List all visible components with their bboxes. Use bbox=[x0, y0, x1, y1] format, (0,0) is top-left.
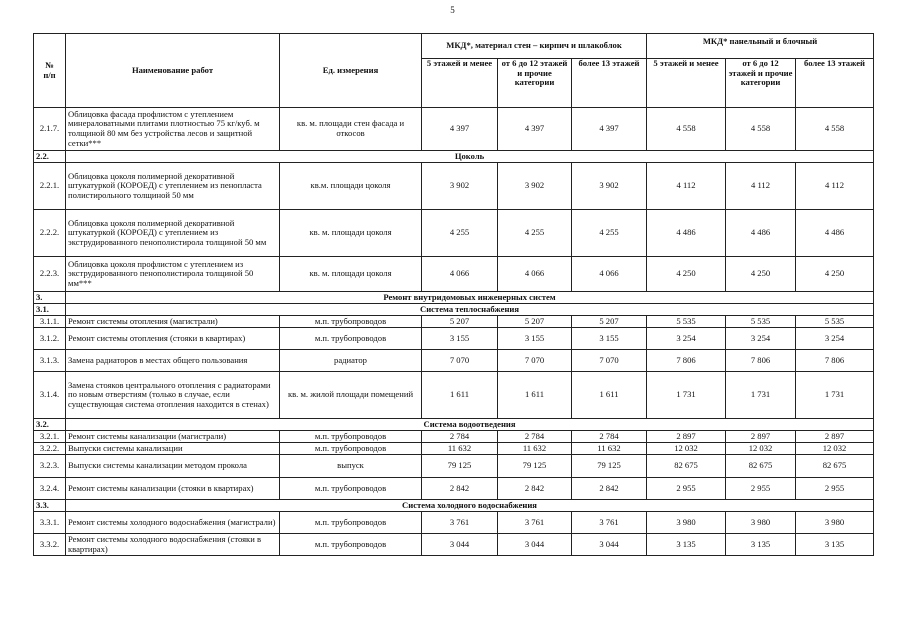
row-number: 3.2.4. bbox=[34, 478, 66, 500]
row-number: 3.2.3. bbox=[34, 455, 66, 478]
table-row bbox=[34, 257, 874, 292]
section-number: 3. bbox=[34, 292, 66, 304]
table-row bbox=[34, 108, 874, 151]
price-cell-6: 4 112 bbox=[796, 163, 874, 210]
table-row bbox=[34, 316, 874, 328]
price-cell-4: 3 254 bbox=[647, 328, 726, 350]
work-name: Облицовка цоколя полимерной декоративной штукатуркой (КОРОЕД) с утеплением из экструдированного пенополистирола толщиной 50 мм bbox=[66, 210, 280, 257]
rates-table bbox=[33, 33, 874, 556]
price-cell-1: 79 125 bbox=[422, 455, 498, 478]
price-cell-1: 3 044 bbox=[422, 534, 498, 556]
price-cell-3: 4 397 bbox=[572, 108, 647, 151]
row-number: 3.1.1. bbox=[34, 316, 66, 328]
work-name: Ремонт системы канализации (стояки в квартирах) bbox=[66, 478, 280, 500]
price-cell-2: 1 611 bbox=[498, 372, 572, 419]
price-cell-6: 4 558 bbox=[796, 108, 874, 151]
table-row bbox=[34, 350, 874, 372]
price-cell-2: 3 155 bbox=[498, 328, 572, 350]
row-number: 3.3.2. bbox=[34, 534, 66, 556]
table-row bbox=[34, 455, 874, 478]
price-cell-6: 5 535 bbox=[796, 316, 874, 328]
price-cell-5: 2 897 bbox=[726, 431, 796, 443]
price-cell-4: 5 535 bbox=[647, 316, 726, 328]
section-number: 3.1. bbox=[34, 304, 66, 316]
work-name: Ремонт системы отопления (стояки в квартирах) bbox=[66, 328, 280, 350]
work-name: Выпуски системы канализации bbox=[66, 443, 280, 455]
unit-of-measure: м.п. трубопроводов bbox=[280, 431, 422, 443]
table-row bbox=[34, 210, 874, 257]
price-cell-5: 4 112 bbox=[726, 163, 796, 210]
work-name: Выпуски системы канализации методом прокола bbox=[66, 455, 280, 478]
header-group-panel: МКД* панельный и блочный bbox=[647, 34, 874, 59]
price-cell-5: 7 806 bbox=[726, 350, 796, 372]
price-cell-2: 3 761 bbox=[498, 512, 572, 534]
price-cell-1: 11 632 bbox=[422, 443, 498, 455]
section-number: 3.2. bbox=[34, 419, 66, 431]
row-number: 3.2.2. bbox=[34, 443, 66, 455]
price-cell-4: 1 731 bbox=[647, 372, 726, 419]
price-cell-3: 4 066 bbox=[572, 257, 647, 292]
price-cell-4: 2 955 bbox=[647, 478, 726, 500]
price-cell-1: 2 842 bbox=[422, 478, 498, 500]
unit-of-measure: радиатор bbox=[280, 350, 422, 372]
price-cell-1: 7 070 bbox=[422, 350, 498, 372]
header-sub-3: более 13 этажей bbox=[572, 59, 647, 108]
price-cell-1: 3 155 bbox=[422, 328, 498, 350]
header-sub-5: от 6 до 12 этажей и прочие категории bbox=[726, 59, 796, 108]
price-cell-5: 3 135 bbox=[726, 534, 796, 556]
section-row bbox=[34, 304, 874, 316]
price-cell-6: 2 897 bbox=[796, 431, 874, 443]
price-cell-6: 3 254 bbox=[796, 328, 874, 350]
price-cell-3: 3 044 bbox=[572, 534, 647, 556]
work-name: Ремонт системы холодного водоснабжения (стояки в квартирах) bbox=[66, 534, 280, 556]
price-cell-4: 2 897 bbox=[647, 431, 726, 443]
price-cell-4: 4 112 bbox=[647, 163, 726, 210]
price-cell-4: 4 250 bbox=[647, 257, 726, 292]
price-cell-5: 5 535 bbox=[726, 316, 796, 328]
unit-of-measure: выпуск bbox=[280, 455, 422, 478]
page-number: 5 bbox=[450, 5, 455, 15]
price-cell-2: 5 207 bbox=[498, 316, 572, 328]
price-cell-3: 7 070 bbox=[572, 350, 647, 372]
price-cell-5: 4 250 bbox=[726, 257, 796, 292]
price-cell-1: 2 784 bbox=[422, 431, 498, 443]
work-name: Замена радиаторов в местах общего пользования bbox=[66, 350, 280, 372]
unit-of-measure: кв. м. жилой площади помещений bbox=[280, 372, 422, 419]
section-title: Система водоотведения bbox=[66, 419, 874, 431]
unit-of-measure: м.п. трубопроводов bbox=[280, 328, 422, 350]
price-cell-4: 4 486 bbox=[647, 210, 726, 257]
row-number: 3.1.2. bbox=[34, 328, 66, 350]
section-row bbox=[34, 500, 874, 512]
price-cell-3: 79 125 bbox=[572, 455, 647, 478]
table-row bbox=[34, 478, 874, 500]
price-cell-4: 3 980 bbox=[647, 512, 726, 534]
price-cell-5: 82 675 bbox=[726, 455, 796, 478]
price-cell-3: 3 902 bbox=[572, 163, 647, 210]
row-number: 2.1.7. bbox=[34, 108, 66, 151]
row-number: 3.1.3. bbox=[34, 350, 66, 372]
price-cell-3: 11 632 bbox=[572, 443, 647, 455]
table-row bbox=[34, 431, 874, 443]
price-cell-6: 3 980 bbox=[796, 512, 874, 534]
row-number: 3.2.1. bbox=[34, 431, 66, 443]
row-number: 2.2.3. bbox=[34, 257, 66, 292]
price-cell-6: 3 135 bbox=[796, 534, 874, 556]
section-number: 3.3. bbox=[34, 500, 66, 512]
price-cell-2: 2 784 bbox=[498, 431, 572, 443]
price-cell-1: 3 761 bbox=[422, 512, 498, 534]
price-cell-4: 7 806 bbox=[647, 350, 726, 372]
price-cell-3: 1 611 bbox=[572, 372, 647, 419]
price-cell-2: 4 255 bbox=[498, 210, 572, 257]
unit-of-measure: м.п. трубопроводов bbox=[280, 316, 422, 328]
unit-of-measure: кв. м. площади цоколя bbox=[280, 210, 422, 257]
section-number: 2.2. bbox=[34, 151, 66, 163]
header-name: Наименование работ bbox=[66, 34, 280, 108]
table-row bbox=[34, 328, 874, 350]
price-cell-1: 5 207 bbox=[422, 316, 498, 328]
price-cell-5: 2 955 bbox=[726, 478, 796, 500]
price-cell-1: 3 902 bbox=[422, 163, 498, 210]
price-cell-2: 7 070 bbox=[498, 350, 572, 372]
header-sub-4: 5 этажей и менее bbox=[647, 59, 726, 108]
header-unit: Ед. измерения bbox=[280, 34, 422, 108]
price-cell-2: 79 125 bbox=[498, 455, 572, 478]
price-cell-3: 2 784 bbox=[572, 431, 647, 443]
price-cell-5: 3 980 bbox=[726, 512, 796, 534]
header-row-1 bbox=[34, 34, 874, 59]
price-cell-4: 82 675 bbox=[647, 455, 726, 478]
price-cell-6: 82 675 bbox=[796, 455, 874, 478]
work-name: Ремонт системы отопления (магистрали) bbox=[66, 316, 280, 328]
row-number: 3.1.4. bbox=[34, 372, 66, 419]
price-cell-5: 4 486 bbox=[726, 210, 796, 257]
price-cell-5: 4 558 bbox=[726, 108, 796, 151]
price-cell-3: 4 255 bbox=[572, 210, 647, 257]
table-row bbox=[34, 443, 874, 455]
price-cell-2: 4 397 bbox=[498, 108, 572, 151]
price-cell-3: 5 207 bbox=[572, 316, 647, 328]
price-cell-1: 4 397 bbox=[422, 108, 498, 151]
unit-of-measure: кв. м. площади цоколя bbox=[280, 257, 422, 292]
price-cell-1: 1 611 bbox=[422, 372, 498, 419]
price-cell-4: 12 032 bbox=[647, 443, 726, 455]
row-number: 2.2.1. bbox=[34, 163, 66, 210]
section-title: Цоколь bbox=[66, 151, 874, 163]
price-cell-6: 1 731 bbox=[796, 372, 874, 419]
section-title: Система теплоснабжения bbox=[66, 304, 874, 316]
price-cell-4: 3 135 bbox=[647, 534, 726, 556]
section-row bbox=[34, 151, 874, 163]
unit-of-measure: кв. м. площади стен фасада и откосов bbox=[280, 108, 422, 151]
unit-of-measure: м.п. трубопроводов bbox=[280, 478, 422, 500]
section-row bbox=[34, 419, 874, 431]
price-cell-5: 12 032 bbox=[726, 443, 796, 455]
unit-of-measure: кв.м. площади цоколя bbox=[280, 163, 422, 210]
price-cell-6: 2 955 bbox=[796, 478, 874, 500]
table-row bbox=[34, 163, 874, 210]
price-cell-1: 4 255 bbox=[422, 210, 498, 257]
price-cell-3: 3 155 bbox=[572, 328, 647, 350]
row-number: 2.2.2. bbox=[34, 210, 66, 257]
work-name: Облицовка цоколя полимерной декоративной штукатуркой (КОРОЕД) с утеплением из пенопласта полистирольного толщиной 50 мм bbox=[66, 163, 280, 210]
table-body bbox=[34, 34, 874, 556]
price-cell-2: 2 842 bbox=[498, 478, 572, 500]
section-title: Ремонт внутридомовых инженерных систем bbox=[66, 292, 874, 304]
row-number: 3.3.1. bbox=[34, 512, 66, 534]
price-cell-4: 4 558 bbox=[647, 108, 726, 151]
work-name: Ремонт системы канализации (магистрали) bbox=[66, 431, 280, 443]
work-name: Облицовка цоколя профлистом с утеплением из экструдированного пенополистирола толщиной 50 мм*** bbox=[66, 257, 280, 292]
price-cell-5: 3 254 bbox=[726, 328, 796, 350]
header-sub-1: 5 этажей и менее bbox=[422, 59, 498, 108]
header-num: № п/п bbox=[34, 34, 66, 108]
table-row bbox=[34, 534, 874, 556]
unit-of-measure: м.п. трубопроводов bbox=[280, 512, 422, 534]
price-cell-3: 3 761 bbox=[572, 512, 647, 534]
price-cell-2: 3 902 bbox=[498, 163, 572, 210]
work-name: Замена стояков центрального отопления с радиаторами по новым отверстиям (только в случае, если существующая система отопления находится в стенах) bbox=[66, 372, 280, 419]
price-cell-2: 3 044 bbox=[498, 534, 572, 556]
header-sub-6: более 13 этажей bbox=[796, 59, 874, 108]
section-title: Система холодного водоснабжения bbox=[66, 500, 874, 512]
table-row bbox=[34, 372, 874, 419]
work-name: Облицовка фасада профлистом с утеплением минераловатными плитами плотностью 75 кг/куб. м толщиной 80 мм без устройства лесов и защитной сетки*** bbox=[66, 108, 280, 151]
price-cell-1: 4 066 bbox=[422, 257, 498, 292]
section-row bbox=[34, 292, 874, 304]
price-cell-6: 4 250 bbox=[796, 257, 874, 292]
price-cell-3: 2 842 bbox=[572, 478, 647, 500]
price-cell-2: 11 632 bbox=[498, 443, 572, 455]
work-name: Ремонт системы холодного водоснабжения (магистрали) bbox=[66, 512, 280, 534]
unit-of-measure: м.п. трубопроводов bbox=[280, 443, 422, 455]
table-row bbox=[34, 512, 874, 534]
price-cell-6: 12 032 bbox=[796, 443, 874, 455]
price-cell-6: 7 806 bbox=[796, 350, 874, 372]
header-sub-2: от 6 до 12 этажей и прочие категории bbox=[498, 59, 572, 108]
price-cell-5: 1 731 bbox=[726, 372, 796, 419]
price-cell-2: 4 066 bbox=[498, 257, 572, 292]
unit-of-measure: м.п. трубопроводов bbox=[280, 534, 422, 556]
price-cell-6: 4 486 bbox=[796, 210, 874, 257]
header-group-brick: МКД*, материал стен – кирпич и шлакоблок bbox=[422, 34, 647, 59]
